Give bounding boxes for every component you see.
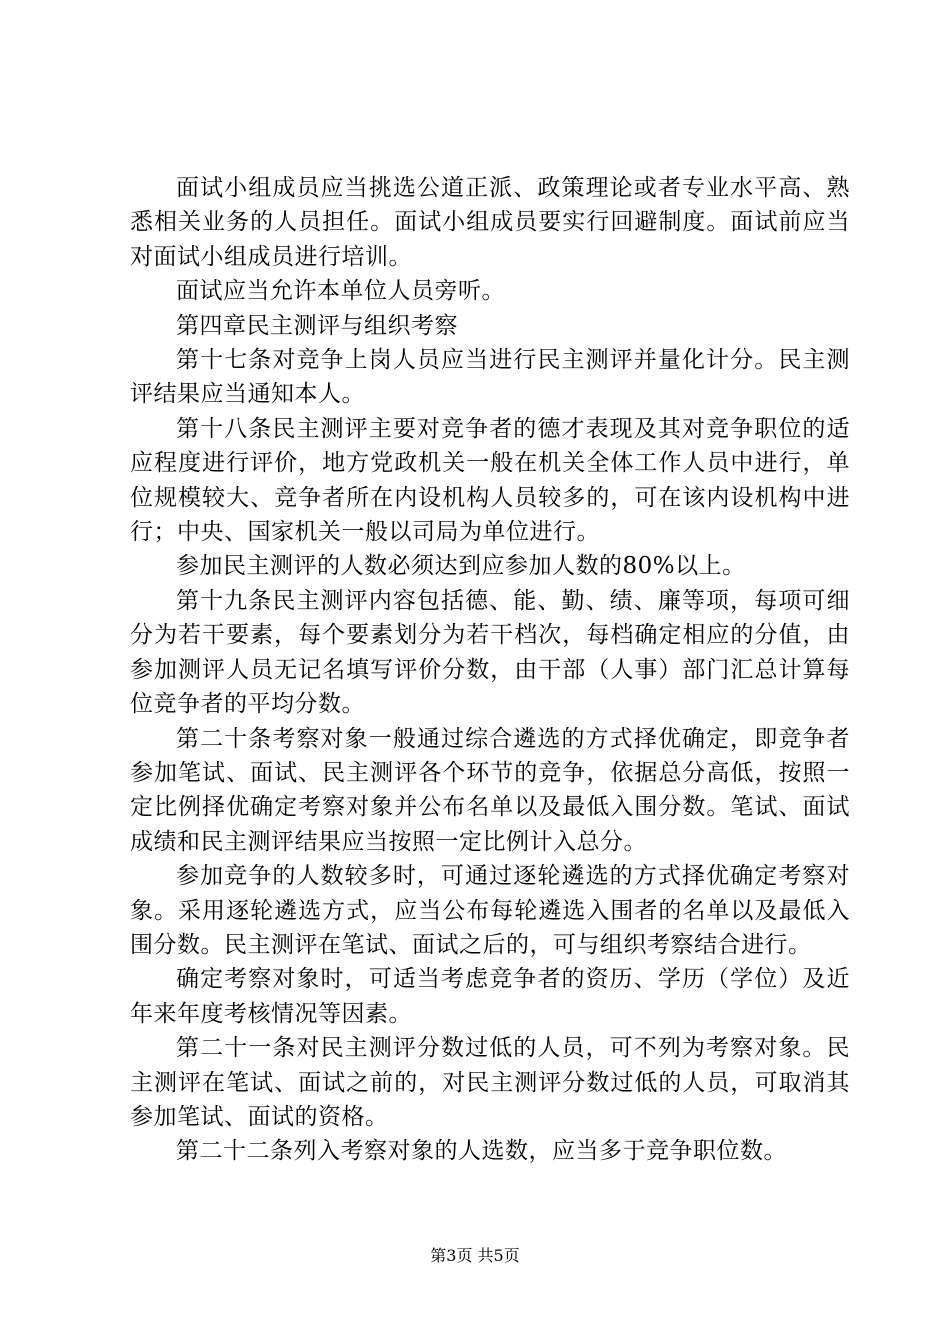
paragraph: 第二十二条列入考察对象的人选数，应当多于竞争职位数。 — [176, 1138, 787, 1165]
paragraph: 面试小组成员应当挑选公道正派、政策理论或者专业水平高、熟悉相关业务的人员担任。面试小组成员要实行回避制度。面试前应当对面试小组成员进行培训。 — [130, 175, 850, 270]
paragraph: 参加竞争的人数较多时，可通过逐轮遴选的方式择优确定考察对象。采用逐轮遴选方式，应当公布每轮遴选入围者的名单以及最低入围分数。民主测评在笔试、面试之后的，可与组织考察结合进行。 — [130, 863, 850, 958]
paragraph: 第十八条民主测评主要对竞争者的德才表现及其对竞争职位的适应程度进行评价，地方党政机关一般在机关全体工作人员中进行，单位规模较大、竞争者所在内设机构人员较多的，可在该内设机构中进行；中央、国家机关一般以司局为单位进行。 — [130, 415, 850, 546]
paragraph: 第十九条民主测评内容包括德、能、勤、绩、廉等项，每项可细分为若干要素，每个要素划分为若干档次，每档确定相应的分值，由参加测评人员无记名填写评价分数，由干部（人事）部门汇总计算每位竞争者的平均分数。 — [130, 587, 850, 718]
paragraph: 第十七条对竞争上岗人员应当进行民主测评并量化计分。民主测评结果应当通知本人。 — [130, 347, 850, 408]
document-body — [130, 171, 850, 1169]
page-number: 第3页 共5页 — [430, 1246, 520, 1265]
paragraph: 参加民主测评的人数必须达到应参加人数的80%以上。 — [176, 553, 746, 580]
paragraph: 确定考察对象时，可适当考虑竞争者的资历、学历（学位）及近年来年度考核情况等因素。 — [130, 966, 850, 1027]
paragraph: 面试应当允许本单位人员旁听。 — [176, 278, 505, 305]
paragraph: 第二十一条对民主测评分数过低的人员，可不列为考察对象。民主测评在笔试、面试之前的，对民主测评分数过低的人员，可取消其参加笔试、面试的资格。 — [130, 1035, 850, 1130]
paragraph: 第二十条考察对象一般通过综合遴选的方式择优确定，即竞争者参加笔试、面试、民主测评各个环节的竞争，依据总分高低，按照一定比例择优确定考察对象并公布名单以及最低入围分数。笔试、面试成绩和民主测评结果应当按照一定比例计入总分。 — [130, 725, 850, 855]
chapter-heading: 第四章民主测评与组织考察 — [176, 312, 458, 339]
page-footer — [0, 1246, 950, 1266]
